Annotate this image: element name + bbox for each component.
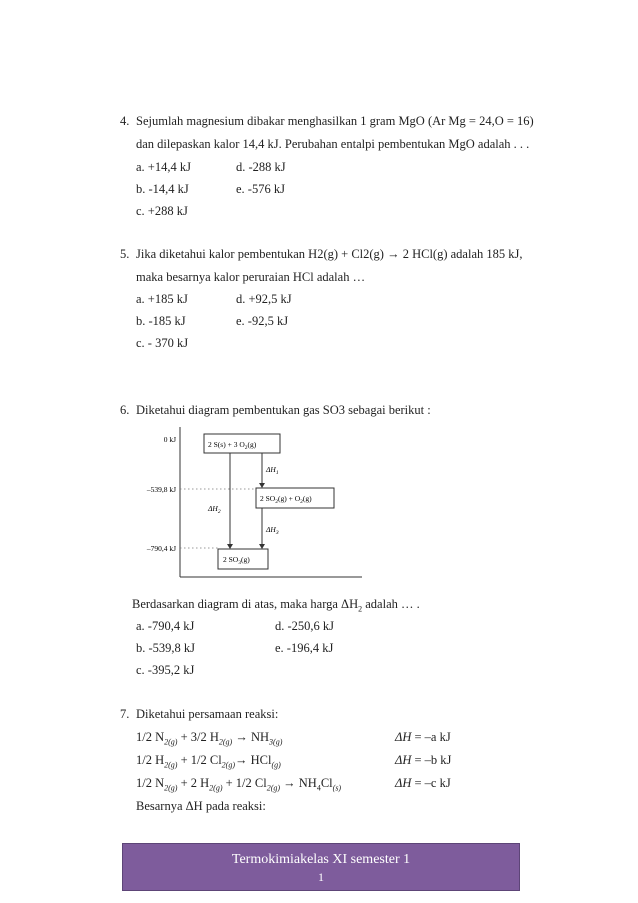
- level-label-539: –539,8 kJ: [146, 485, 176, 494]
- q6-number: 6.: [120, 403, 130, 417]
- q4-option-c: c. +288 kJ: [136, 204, 188, 218]
- arrow-dh2-head: [227, 544, 233, 549]
- enthalpy-diagram: [140, 425, 370, 585]
- q7-number: 7.: [120, 707, 130, 721]
- level-label-790: –790,4 kJ: [146, 544, 176, 553]
- q6-stem: Diketahui diagram pembentukan gas SO3 sebagai berikut :: [136, 403, 431, 417]
- q7-equation-1-enthalpy: ΔH = –a kJ: [395, 730, 451, 744]
- q6-option-b: b. -539,8 kJ: [136, 641, 196, 655]
- q5-stem-line1: Jika diketahui kalor pembentukan H2(g) + Cl2(g) → 2 HCl(g) adalah 185 kJ,: [136, 247, 523, 261]
- q7-equation-3-enthalpy: ΔH = –c kJ: [395, 776, 451, 790]
- q4-option-e: e. -576 kJ: [236, 182, 285, 196]
- q4-number: 4.: [120, 114, 130, 128]
- q7-equation-2-enthalpy: ΔH = –b kJ: [395, 753, 452, 767]
- footer-title: Termokimiakelas XI semester 1: [231, 852, 411, 867]
- q7-equation-2: 1/2 $H_{2(g)} + 1/2$ $Cl_{2(g)}\to HCl_{(g)}$: [136, 753, 281, 770]
- q7-equation-1: 1/2 $N_{2(g)} + 3/2$ $H_{2(g)} \to NH_{3(g)}$: [136, 730, 283, 747]
- q7-stem: Diketahui persamaan reaksi:: [136, 707, 279, 721]
- q5-option-a: a. +185 kJ: [136, 292, 188, 306]
- page-footer: [122, 843, 520, 891]
- q5-option-b: b. -185 kJ: [136, 314, 186, 328]
- level-label-0: 0 kJ: [163, 435, 176, 444]
- q4-stem-line1: Sejumlah magnesium dibakar menghasilkan 1 gram MgO (Ar Mg = 24,O = 16): [136, 114, 534, 128]
- q5-stem-line2: maka besarnya kalor peruraian HCl adalah …: [136, 270, 366, 284]
- box-reactants-label: 2 S(s) + 3 $O_2(g)$: [208, 440, 257, 451]
- q7-equation-3: 1/2 $N_{2(g)} + 2$ $H_{2(g)} + 1/2$ $Cl_{2(g)} \to NH_4Cl_{(s)}$: [136, 776, 342, 793]
- q4-stem-line2: dan dilepaskan kalor 14,4 kJ. Perubahan entalpi pembentukan MgO adalah . . .: [136, 137, 530, 151]
- q6-option-a: a. -790,4 kJ: [136, 619, 195, 633]
- q6-option-e: e. -196,4 kJ: [275, 641, 334, 655]
- arrow-dh1-head: [259, 483, 265, 488]
- q5-option-c: c. - 370 kJ: [136, 336, 189, 350]
- q4-option-a: a. +14,4 kJ: [136, 160, 191, 174]
- box-product-label: 2 $SO_3(g)$: [223, 555, 250, 566]
- label-dh1: $\Delta H_1$: [266, 465, 279, 476]
- q6-option-c: c. -395,2 kJ: [136, 663, 195, 677]
- q6-question: Berdasarkan diagram di atas, maka harga $\Delta H_2$ adalah … .: [132, 597, 420, 614]
- label-dh3: $\Delta H_3$: [266, 525, 279, 536]
- q6-option-d: d. -250,6 kJ: [275, 619, 335, 633]
- q7-last-line: Besarnya ΔH pada reaksi:: [136, 799, 266, 813]
- q4-option-d: d. -288 kJ: [236, 160, 286, 174]
- q4-option-b: b. -14,4 kJ: [136, 182, 189, 196]
- q5-number: 5.: [120, 247, 130, 261]
- q5-option-d: d. +92,5 kJ: [236, 292, 292, 306]
- arrow-dh3-head: [259, 544, 265, 549]
- box-intermediate-label: 2 $SO_2(g) + O_2(g)$: [260, 494, 312, 505]
- q5-option-e: e. -92,5 kJ: [236, 314, 289, 328]
- page-number: 1: [318, 870, 324, 884]
- label-dh2: $\Delta H_2$: [208, 504, 221, 515]
